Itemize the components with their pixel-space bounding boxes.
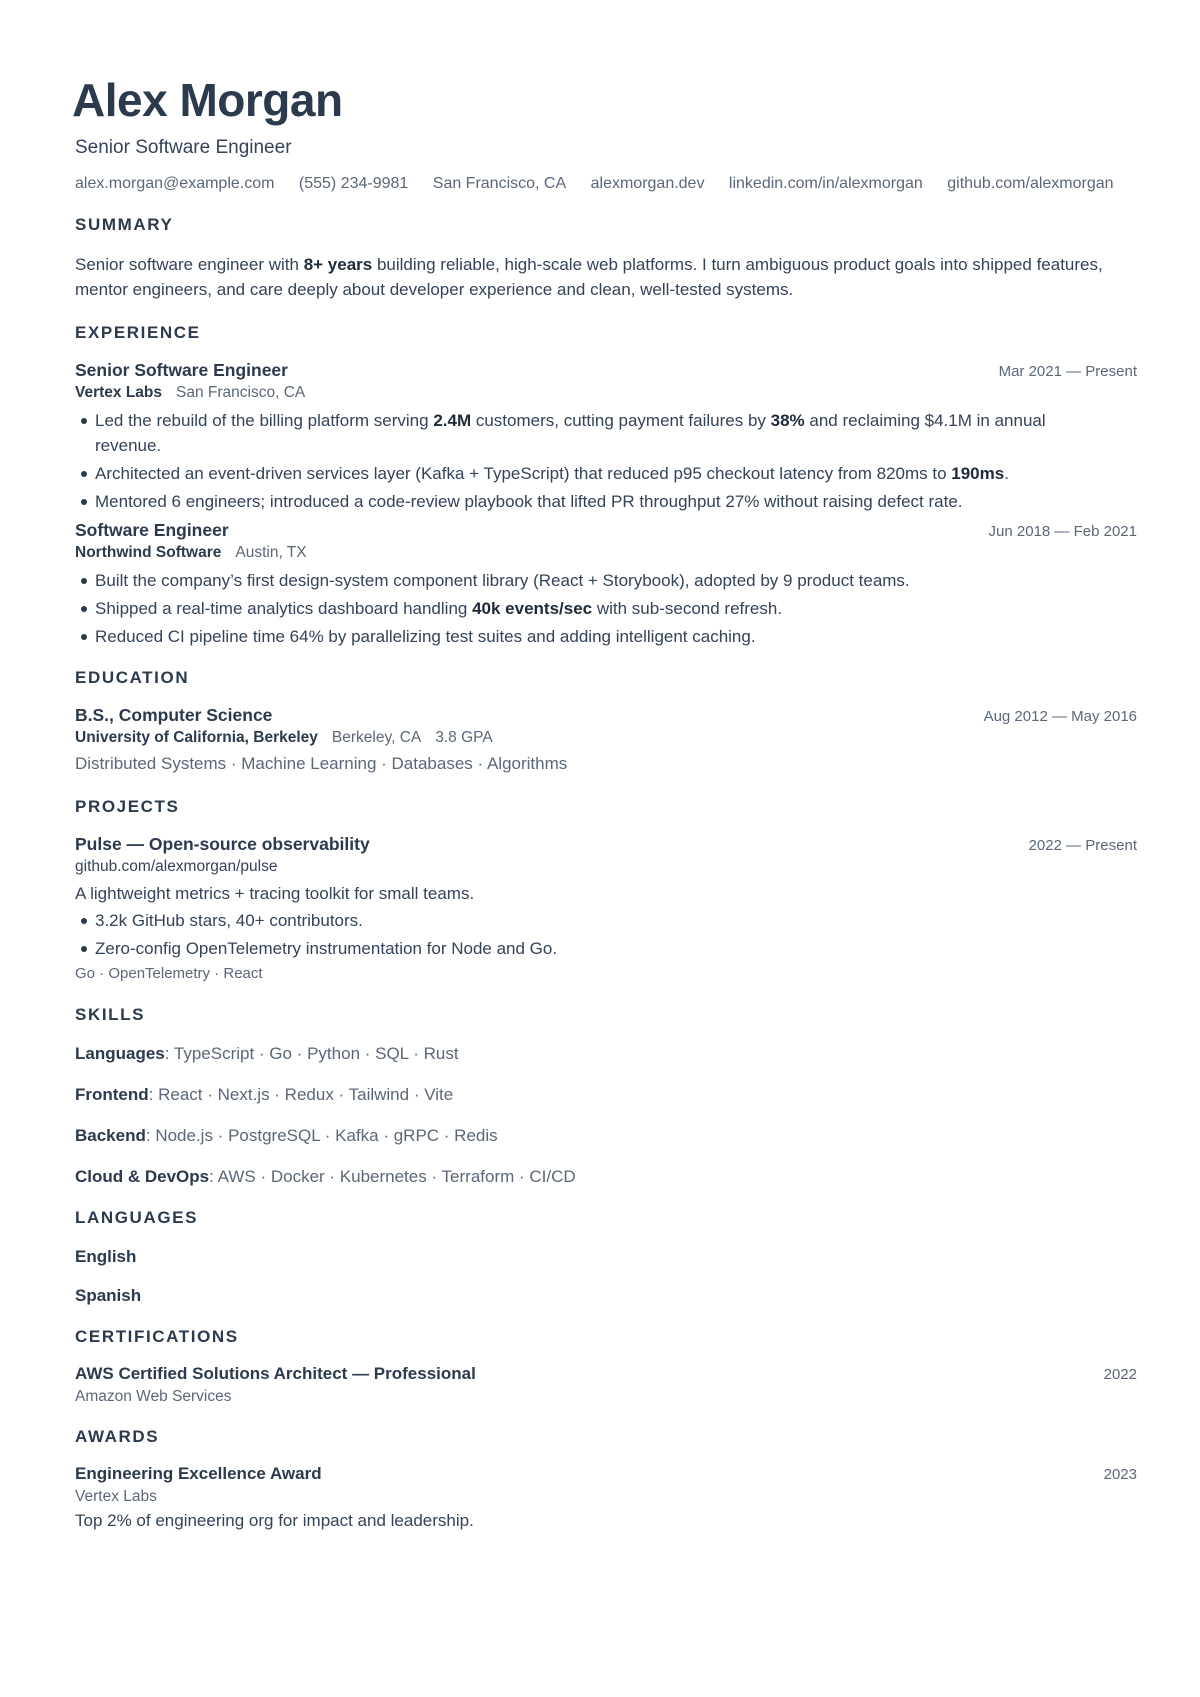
degree: B.S., Computer Science xyxy=(75,705,273,725)
list-item: Shipped a real-time analytics dashboard handling 40k events/sec with sub-second refresh. xyxy=(75,596,1105,621)
school-name: University of California, Berkeley xyxy=(75,729,318,746)
resume-page xyxy=(72,72,1137,1533)
languages-heading: LANGUAGES xyxy=(75,1208,199,1227)
job-entry xyxy=(75,358,1137,514)
job-dates: Jun 2018 — Feb 2021 xyxy=(988,523,1137,540)
certifications-heading: CERTIFICATIONS xyxy=(75,1327,239,1346)
contact-email[interactable]: alex.morgan@example.com xyxy=(75,175,275,192)
skill-row xyxy=(75,1165,1137,1189)
job-bullets xyxy=(75,568,1137,649)
candidate-name: Alex Morgan xyxy=(72,74,343,126)
contact-website[interactable]: alexmorgan.dev xyxy=(590,175,705,192)
certification-issuer: Amazon Web Services xyxy=(75,1388,232,1405)
contact-phone: (555) 234-9981 xyxy=(298,175,409,192)
language-item: Spanish xyxy=(75,1286,142,1305)
project-description: A lightweight metrics + tracing toolkit for small teams. xyxy=(75,884,475,903)
candidate-headline: Senior Software Engineer xyxy=(75,137,292,158)
skill-values: : AWS · Docker · Kubernetes · Terraform · CI/CD xyxy=(209,1167,576,1186)
gpa: 3.8 GPA xyxy=(435,729,493,746)
skill-row xyxy=(75,1124,1137,1148)
certification-year: 2022 xyxy=(1103,1366,1137,1383)
skill-values: : React · Next.js · Redux · Tailwind · Vite xyxy=(148,1085,454,1104)
project-name: Pulse — Open-source observability xyxy=(75,834,370,854)
list-item: Zero-config OpenTelemetry instrumentation for Node and Go. xyxy=(75,936,1105,961)
project-tech: Go · OpenTelemetry · React xyxy=(75,965,263,982)
summary-section xyxy=(75,214,1137,302)
list-item: Architected an event-driven services layer (Kafka + TypeScript) that reduced p95 checkout latency from 820ms to 190ms. xyxy=(75,461,1105,486)
skill-row xyxy=(75,1083,1137,1107)
awards-heading: AWARDS xyxy=(75,1427,160,1446)
summary-text: Senior software engineer with 8+ years building reliable, high-scale web platforms. I turn ambiguous product goals into shipped features, mentor engineers, and care deeply about developer experience and clean, well-tested systems. xyxy=(75,255,1103,299)
skill-category: Cloud & DevOps xyxy=(75,1167,210,1186)
job-entry xyxy=(75,518,1137,649)
contact-location: San Francisco, CA xyxy=(432,175,567,192)
contact-github[interactable]: github.com/alexmorgan xyxy=(947,175,1114,192)
education-dates: Aug 2012 — May 2016 xyxy=(983,708,1137,725)
skill-category: Backend xyxy=(75,1126,146,1145)
job-company: Northwind Software xyxy=(75,544,222,561)
award-entry xyxy=(75,1462,1137,1533)
skills-heading: SKILLS xyxy=(75,1005,146,1024)
job-dates: Mar 2021 — Present xyxy=(998,363,1137,380)
award-description: Top 2% of engineering org for impact and leadership. xyxy=(75,1511,474,1530)
job-bullets xyxy=(75,408,1137,514)
list-item: 3.2k GitHub stars, 40+ contributors. xyxy=(75,908,1105,933)
education-section xyxy=(75,667,1137,776)
project-dates: 2022 — Present xyxy=(1028,837,1137,854)
skill-values: : TypeScript · Go · Python · SQL · Rust xyxy=(164,1044,459,1063)
contact-linkedin[interactable]: linkedin.com/in/alexmorgan xyxy=(728,175,923,192)
languages-section xyxy=(75,1207,1137,1308)
skill-values: : Node.js · PostgreSQL · Kafka · gRPC · Redis xyxy=(145,1126,498,1145)
job-location: Austin, TX xyxy=(235,544,307,561)
list-item: Reduced CI pipeline time 64% by parallelizing test suites and adding intelligent caching. xyxy=(75,624,1105,649)
award-year: 2023 xyxy=(1103,1466,1137,1483)
skill-category: Languages xyxy=(75,1044,165,1063)
job-role: Software Engineer xyxy=(75,520,229,540)
language-item: English xyxy=(75,1247,137,1266)
school-line xyxy=(75,727,1137,749)
list-item: Mentored 6 engineers; introduced a code-review playbook that lifted PR throughput 27% without raising defect rate. xyxy=(75,489,1105,514)
projects-section xyxy=(75,796,1137,984)
project-url[interactable]: github.com/alexmorgan/pulse xyxy=(75,858,278,875)
job-company-line xyxy=(75,542,1137,564)
skill-row xyxy=(75,1042,1137,1066)
job-company-line xyxy=(75,382,1137,404)
experience-heading: EXPERIENCE xyxy=(75,323,201,342)
projects-heading: PROJECTS xyxy=(75,797,180,816)
awards-section xyxy=(75,1426,1137,1533)
list-item: Led the rebuild of the billing platform serving 2.4M customers, cutting payment failures by 38% and reclaiming $4.1M in annual revenue. xyxy=(75,408,1105,458)
job-company: Vertex Labs xyxy=(75,384,163,401)
project-bullets xyxy=(75,908,1137,961)
certification-name: AWS Certified Solutions Architect — Professional xyxy=(75,1364,476,1383)
experience-section xyxy=(75,322,1137,649)
job-location: San Francisco, CA xyxy=(176,384,306,401)
award-name: Engineering Excellence Award xyxy=(75,1464,322,1483)
contact-line xyxy=(75,174,1137,194)
skills-section xyxy=(75,1004,1137,1189)
certifications-section xyxy=(75,1326,1137,1408)
coursework: Distributed Systems · Machine Learning · Databases · Algorithms xyxy=(75,754,568,773)
list-item: Built the company’s first design-system component library (React + Storybook), adopted by 9 product teams. xyxy=(75,568,1105,593)
project-entry xyxy=(75,832,1137,984)
education-heading: EDUCATION xyxy=(75,668,190,687)
summary-heading: SUMMARY xyxy=(75,215,174,234)
award-org: Vertex Labs xyxy=(75,1488,157,1505)
resume-header xyxy=(72,72,1137,194)
skill-category: Frontend xyxy=(75,1085,149,1104)
certification-entry xyxy=(75,1362,1137,1408)
job-role: Senior Software Engineer xyxy=(75,360,288,380)
education-entry xyxy=(75,703,1137,776)
school-location: Berkeley, CA xyxy=(331,729,422,746)
